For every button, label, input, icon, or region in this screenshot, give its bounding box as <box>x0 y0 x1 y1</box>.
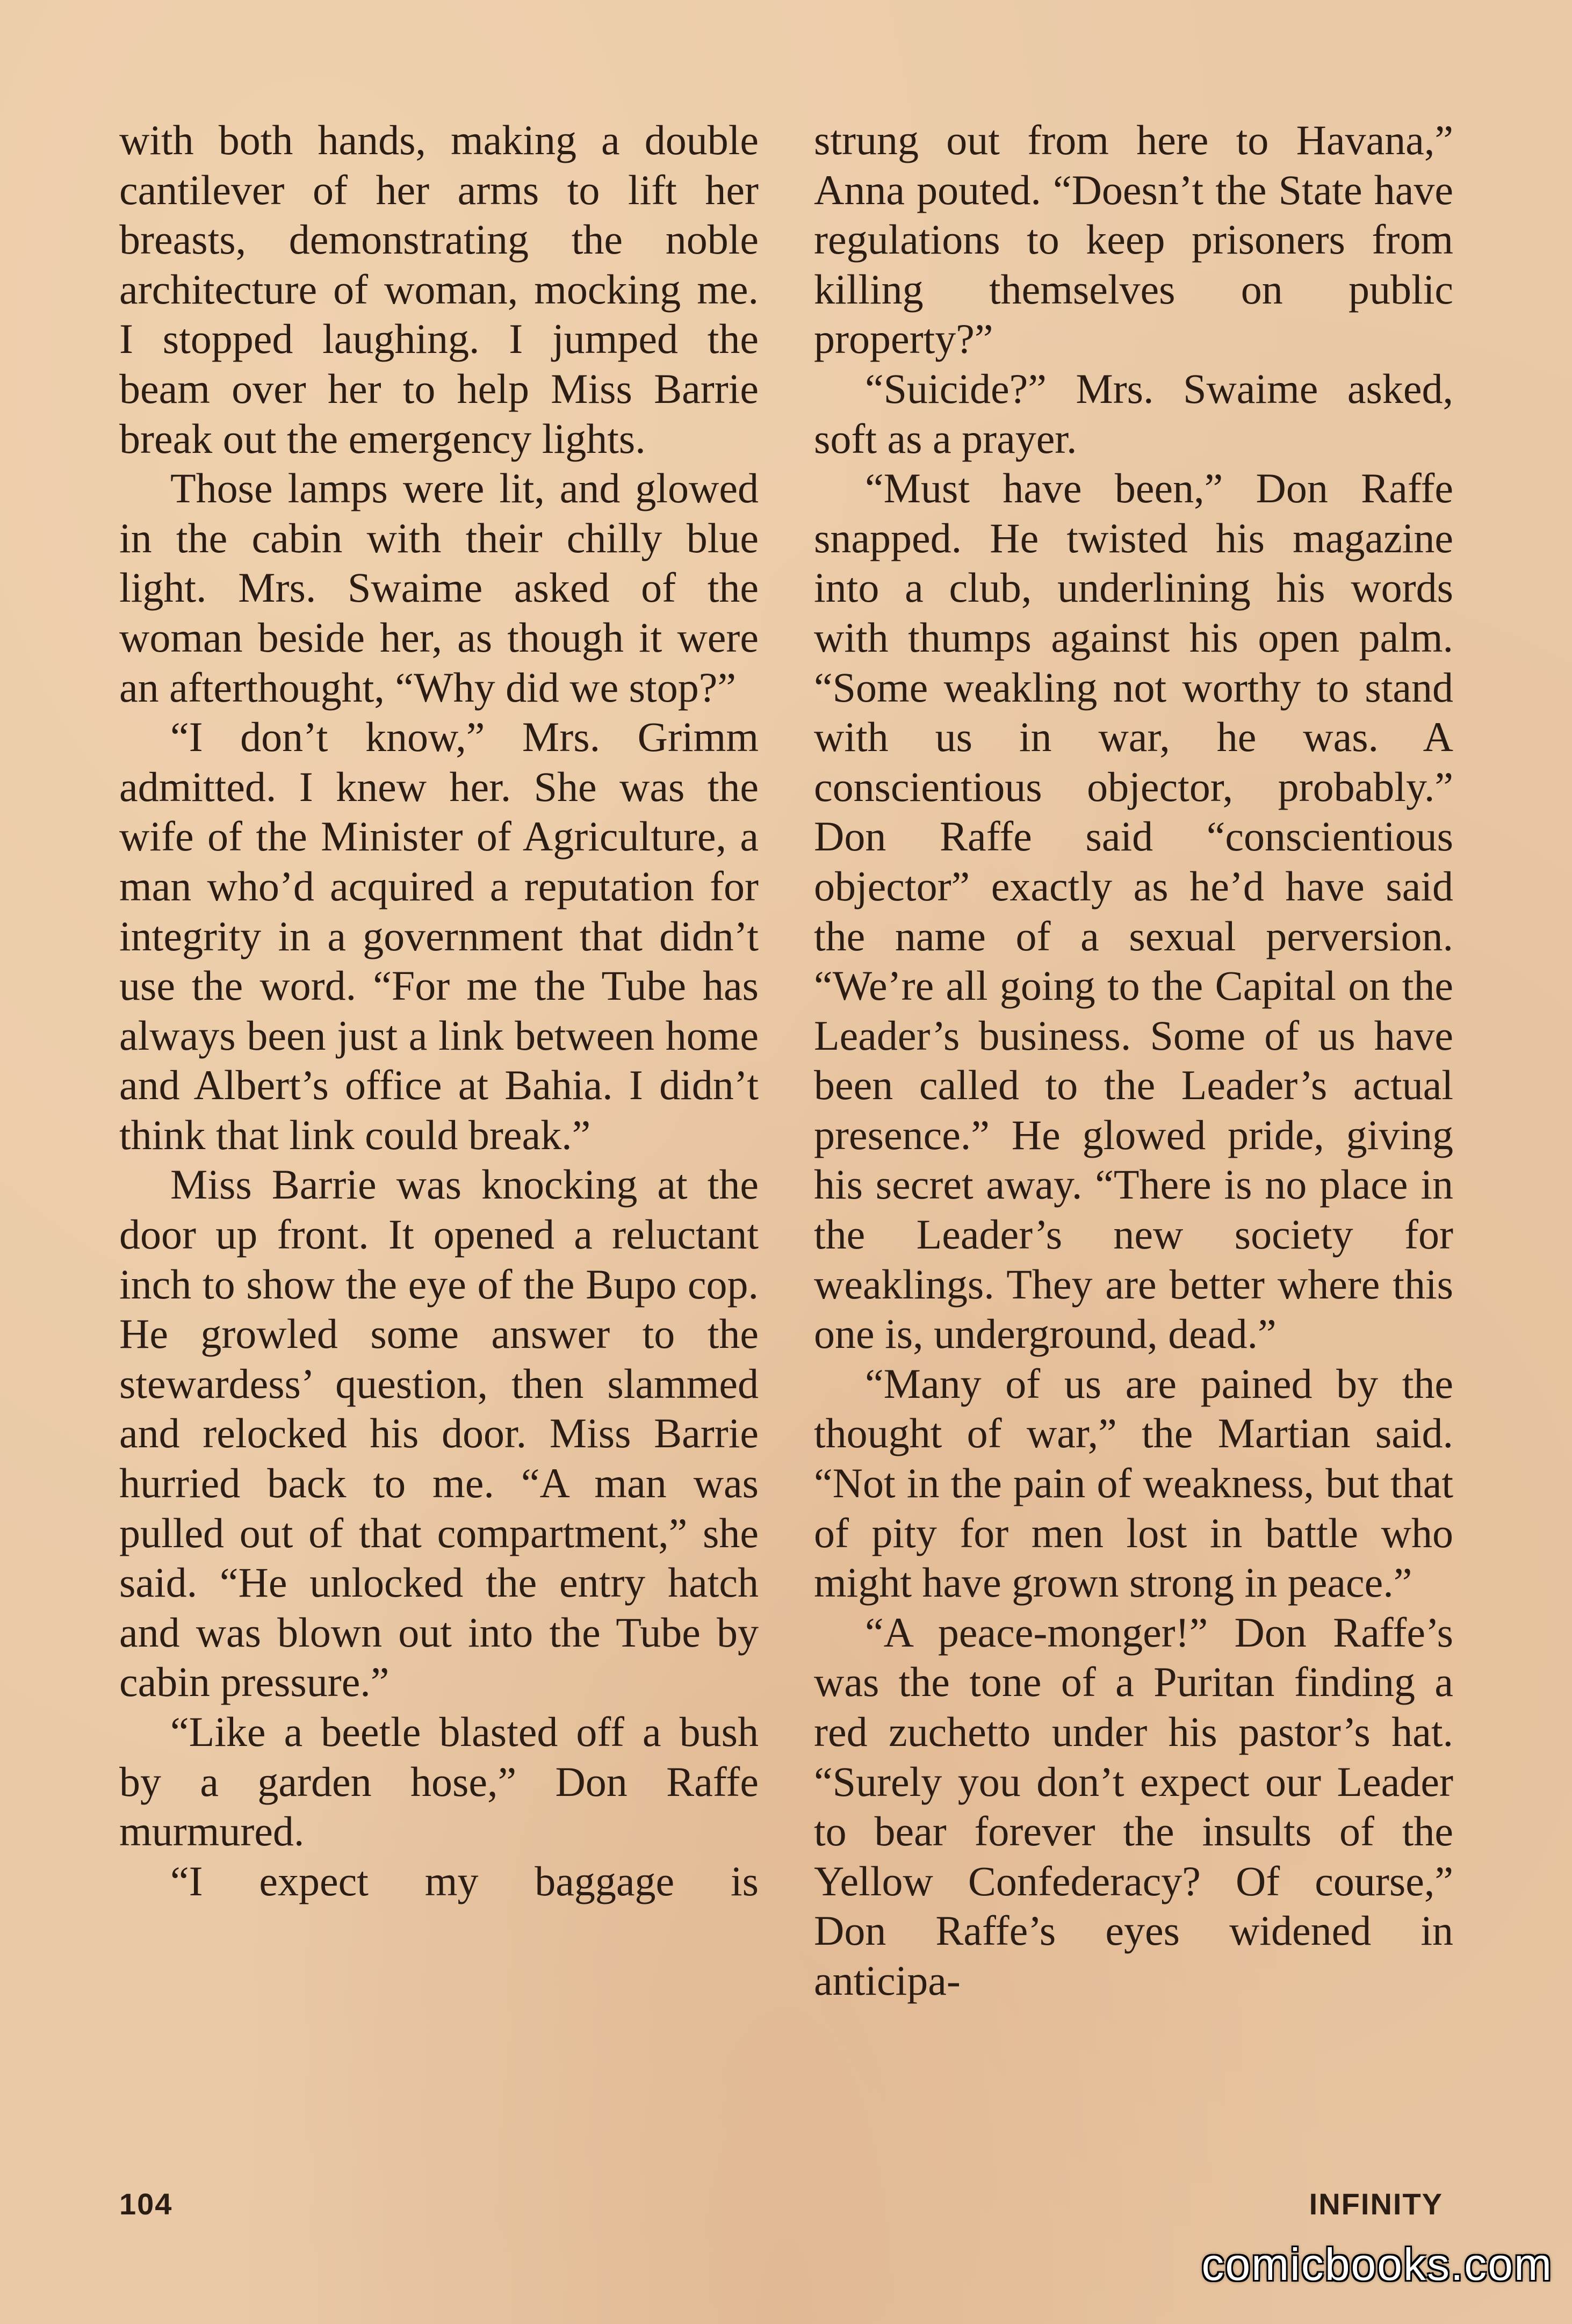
paragraph: Those lamps were lit, and glowed in the cabin with their chilly blue light. Mrs. Swaime asked of the woman beside her, as though it were an afterthought, “Why did we stop?” <box>119 465 759 711</box>
magazine-name: INFINITY <box>1309 2187 1443 2221</box>
paragraph: “Suicide?” Mrs. Swaime asked, soft as a prayer. <box>814 365 1453 462</box>
paragraph: “Like a beetle blasted off a bush by a garden hose,” Don Raffe murmured. <box>119 1708 759 1855</box>
paragraph: “I don’t know,” Mrs. Grimm admitted. I knew her. She was the wife of the Minister of Agriculture, a man who’d acquired a reputation for integrity in a government that didn’t use the word. “For me the Tube has always been just a link between home and Albert’s office at Bahia. I didn’t think that link could break.” <box>119 713 759 1158</box>
paragraph: “Many of us are pained by the thought of war,” the Martian said. “Not in the pain of weakness, but that of pity for men lost in battle who might have grown strong in peace.” <box>814 1360 1453 1606</box>
paragraph: with both hands, making a double cantilever of her arms to lift her breasts, demonstrating the noble architecture of woman, mocking me. I stopped laughing. I jumped the beam over her to help Miss Barrie break out the emergency lights. <box>119 117 759 462</box>
paragraph: “A peace-monger!” Don Raffe’s was the tone of a Puritan finding a red zuchetto under his pastor’s hat. “Surely you don’t expect our Leader to bear forever the insults of the Yellow Confederacy? Of course,” Don Raffe’s eyes widened in anticipa- <box>814 1608 1453 2004</box>
watermark: comicbooks.com <box>1201 2239 1553 2290</box>
page-number: 104 <box>119 2187 173 2221</box>
paragraph: “Must have been,” Don Raffe snapped. He twisted his magazine into a club, underlining his words with thumps against his open palm. “Some weakling not worthy to stand with us in war, he was. A conscientious objector, probably.” Don Raffe said “conscientious objector” exactly as he’d have said the name of a sexual perversion. “We’re all going to the Capital on the Leader’s business. Some of us have been called to the Leader’s actual presence.” He glowed pride, giving his secret away. “There is no place in the Leader’s new society for weaklings. They are better where this one is, underground, dead.” <box>814 465 1453 1358</box>
paragraph: strung out from here to Havana,” Anna pouted. “Doesn’t the State have regulations to keep prisoners from killing themselves on public property?” <box>814 117 1453 363</box>
right-column <box>814 116 1453 2006</box>
paragraph: “I expect my baggage is <box>170 1857 759 1904</box>
page-footer <box>119 2186 1443 2224</box>
left-column <box>119 116 759 1906</box>
paragraph: Miss Barrie was knocking at the door up front. It opened a reluctant inch to show the eye of the Bupo cop. He growled some answer to the stewardess’ question, then slammed and relocked his door. Miss Barrie hurried back to me. “A man was pulled out of that compartment,” she said. “He unlocked the entry hatch and was blown out into the Tube by cabin pressure.” <box>119 1161 759 1706</box>
